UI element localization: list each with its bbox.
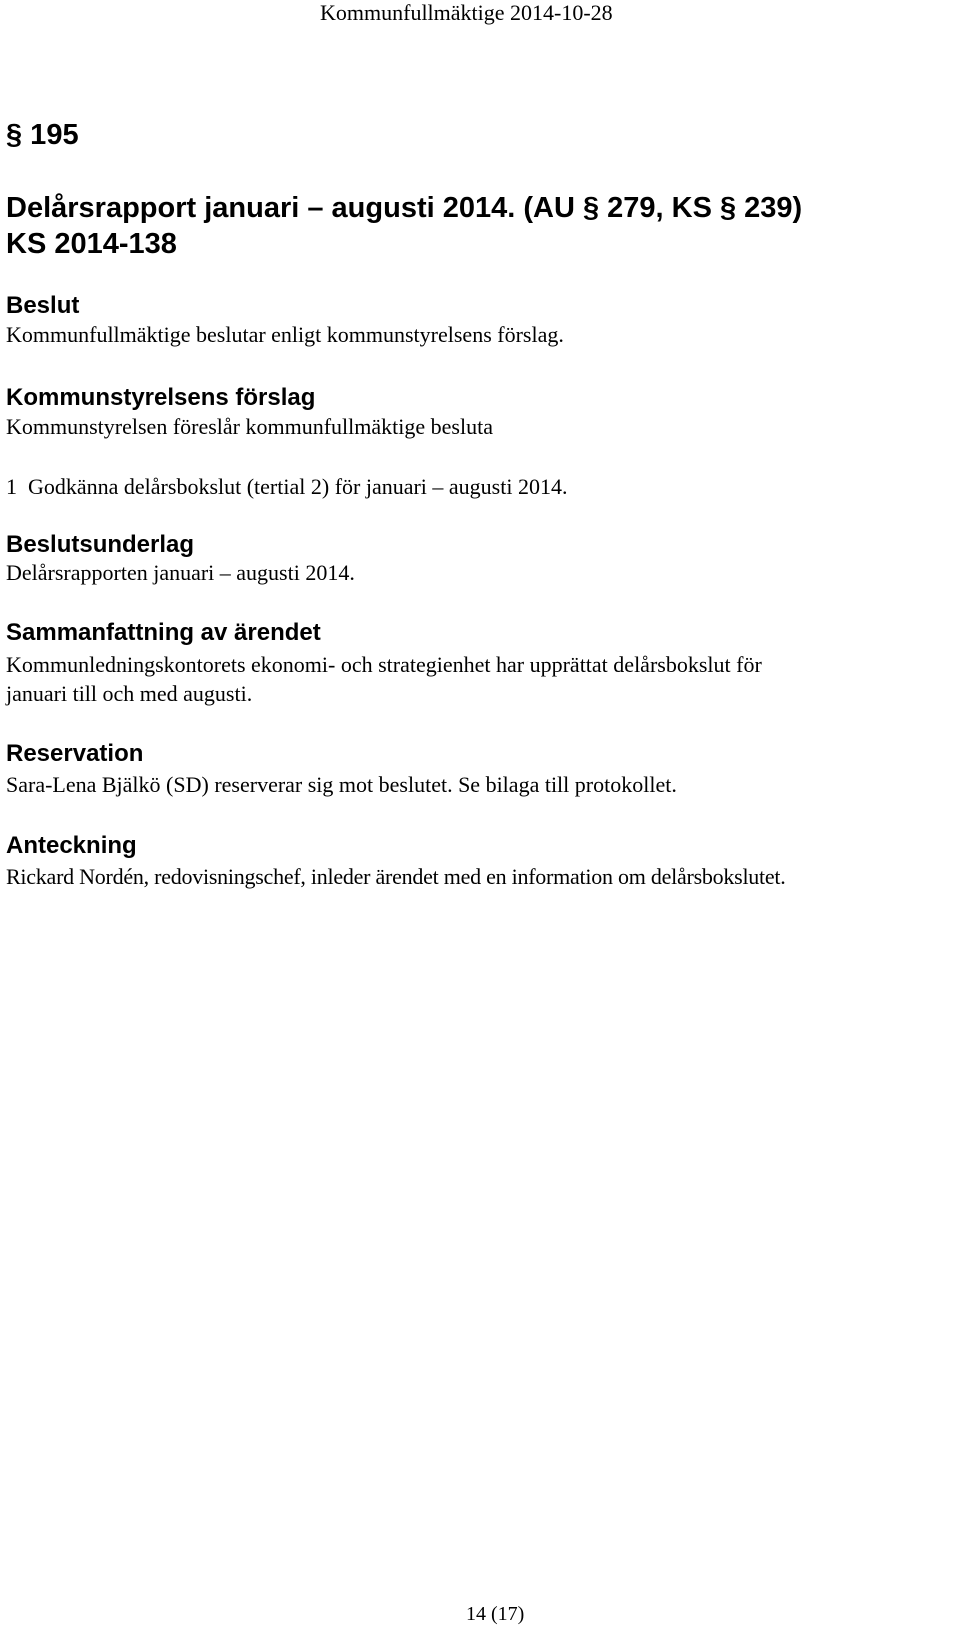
section-text-forslag: Kommunstyrelsen föreslår kommunfullmäktige besluta [6, 414, 493, 439]
paragraph-number: § 195 [6, 119, 79, 151]
section-heading-beslut: Beslut [6, 292, 80, 319]
section-heading-forslag: Kommunstyrelsens förslag [6, 384, 316, 411]
section-text-beslut: Kommunfullmäktige beslutar enligt kommunstyrelsens förslag. [6, 322, 564, 347]
section-heading-reservation: Reservation [6, 740, 144, 767]
running-header: Kommunfullmäktige 2014-10-28 [320, 0, 613, 25]
section-heading-sammanfattning: Sammanfattning av ärendet [6, 619, 321, 646]
section-heading-anteckning: Anteckning [6, 832, 137, 859]
case-title [6, 190, 802, 262]
section-text-anteckning: Rickard Nordén, redovisningschef, inleder ärendet med en information om delårsbokslutet. [6, 864, 786, 889]
section-text-sammanfattning-line: Kommunledningskontorets ekonomi- och strategienhet har upprättat delårsbokslut för [6, 652, 762, 677]
page-number: 14 (17) [466, 1603, 525, 1625]
section-text-reservation: Sara-Lena Bjälkö (SD) reserverar sig mot beslutet. Se bilaga till protokollet. [6, 772, 677, 797]
case-number: KS 2014-138 [6, 228, 177, 260]
decision-item: 1 Godkänna delårsbokslut (tertial 2) för januari – augusti 2014. [6, 474, 568, 499]
case-title-line: Delårsrapport januari – augusti 2014. (AU § 279, KS § 239) [6, 192, 803, 224]
section-text-underlag: Delårsrapporten januari – augusti 2014. [6, 560, 355, 585]
section-heading-underlag: Beslutsunderlag [6, 531, 195, 558]
section-text-sammanfattning-line: januari till och med augusti. [6, 681, 253, 706]
